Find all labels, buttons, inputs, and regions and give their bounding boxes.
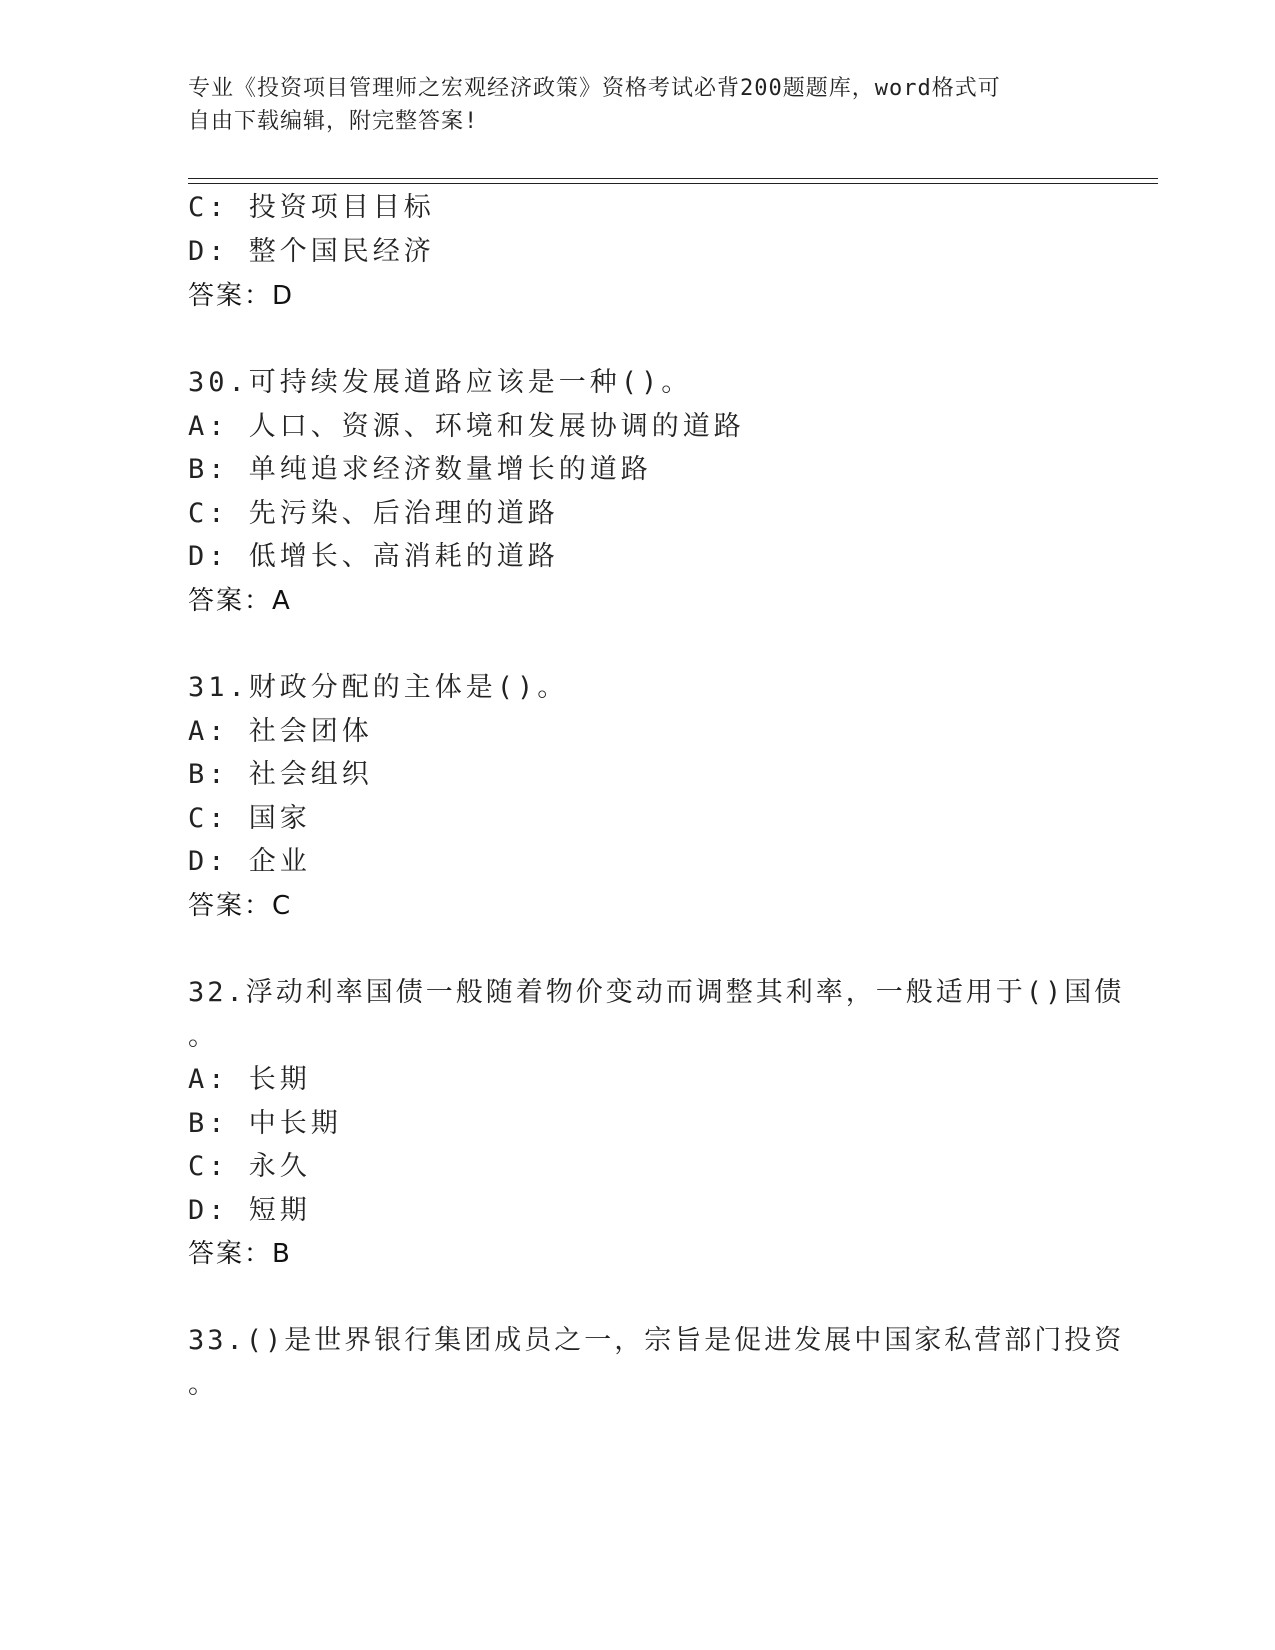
question-text: 30.可持续发展道路应该是一种()。	[188, 367, 693, 398]
answer-line: 答案：D	[188, 281, 295, 311]
question-text-continued: 。	[188, 1021, 219, 1052]
option-a: A: 长期	[188, 1064, 311, 1095]
header-divider	[188, 178, 1158, 179]
header-line: 自由下载编辑，附完整答案!	[188, 109, 479, 134]
header-divider	[188, 183, 1158, 184]
option-d: D: 整个国民经济	[188, 236, 435, 267]
question-text: 31.财政分配的主体是()。	[188, 672, 569, 703]
option-a: A: 人口、资源、环境和发展协调的道路	[188, 411, 745, 442]
option-c: C: 先污染、后治理的道路	[188, 498, 559, 529]
option-c: C: 投资项目目标	[188, 192, 435, 223]
question-text: 32.浮动利率国债一般随着物价变动而调整其利率，一般适用于()国债	[188, 977, 1125, 1008]
option-b: B: 中长期	[188, 1108, 342, 1139]
answer-line: 答案：A	[188, 586, 292, 616]
option-b: B: 社会组织	[188, 759, 373, 790]
option-a: A: 社会团体	[188, 716, 373, 747]
answer-line: 答案：C	[188, 891, 293, 921]
question-text-continued: 。	[188, 1369, 219, 1400]
option-d: D: 企业	[188, 846, 311, 877]
option-c: C: 国家	[188, 803, 311, 834]
question-text: 33.()是世界银行集团成员之一，宗旨是促进发展中国家私营部门投资	[188, 1325, 1125, 1356]
option-c: C: 永久	[188, 1151, 311, 1182]
header-line: 专业《投资项目管理师之宏观经济政策》资格考试必背200题题库，word格式可	[188, 76, 1001, 101]
option-b: B: 单纯追求经济数量增长的道路	[188, 454, 652, 485]
option-d: D: 低增长、高消耗的道路	[188, 541, 559, 572]
document-header	[188, 72, 1088, 138]
option-d: D: 短期	[188, 1195, 311, 1226]
answer-line: 答案：B	[188, 1239, 292, 1269]
